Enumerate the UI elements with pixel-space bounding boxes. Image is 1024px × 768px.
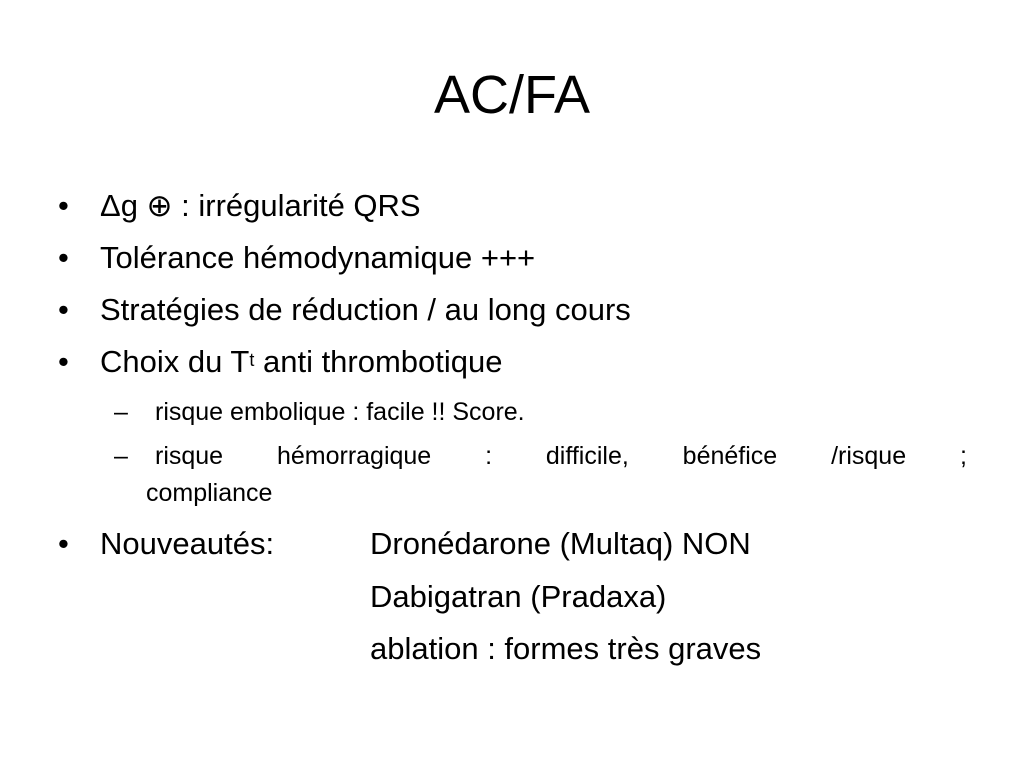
- hemorrhagic-word: /risque: [831, 442, 907, 470]
- sub-bullet-dash: –: [114, 442, 128, 470]
- sub-bullet-embolic: risque embolique : facile !! Score.: [155, 398, 525, 426]
- bullet-text-ecg: Δg ⊕ : irrégularité QRS: [100, 188, 421, 223]
- sub-bullet-hemorrhagic: [155, 441, 967, 472]
- news-item-ablation: ablation : formes très graves: [370, 631, 762, 666]
- treatment-text-start: Choix du T: [100, 344, 250, 379]
- bullet-text-treatment: [100, 343, 503, 381]
- bullet-marker: •: [58, 292, 69, 327]
- hemorrhagic-word: ;: [959, 442, 967, 470]
- hemorrhagic-word: difficile,: [545, 442, 629, 470]
- news-item-dronedarone: Dronédarone (Multaq) NON: [370, 526, 751, 561]
- bullet-marker: •: [58, 240, 69, 275]
- hemorrhagic-word: bénéfice: [682, 442, 778, 470]
- bullet-text-tolerance: Tolérance hémodynamique +++: [100, 240, 536, 275]
- bullet-marker: •: [58, 526, 69, 561]
- bullet-marker: •: [58, 344, 69, 379]
- bullet-marker: •: [58, 188, 69, 223]
- hemorrhagic-word: risque: [155, 442, 224, 470]
- hemorrhagic-word: :: [485, 442, 493, 470]
- news-item-dabigatran: Dabigatran (Pradaxa): [370, 579, 667, 614]
- treatment-text-end: anti thrombotique: [254, 344, 503, 379]
- slide-title: AC/FA: [433, 65, 591, 125]
- sub-bullet-compliance: compliance: [146, 479, 273, 507]
- treatment-superscript: t: [249, 350, 255, 370]
- bullet-text-strategies: Stratégies de réduction / au long cours: [100, 292, 631, 327]
- news-label: Nouveautés:: [100, 526, 275, 561]
- sub-bullet-dash: –: [114, 398, 128, 426]
- hemorrhagic-word: hémorragique: [276, 442, 432, 470]
